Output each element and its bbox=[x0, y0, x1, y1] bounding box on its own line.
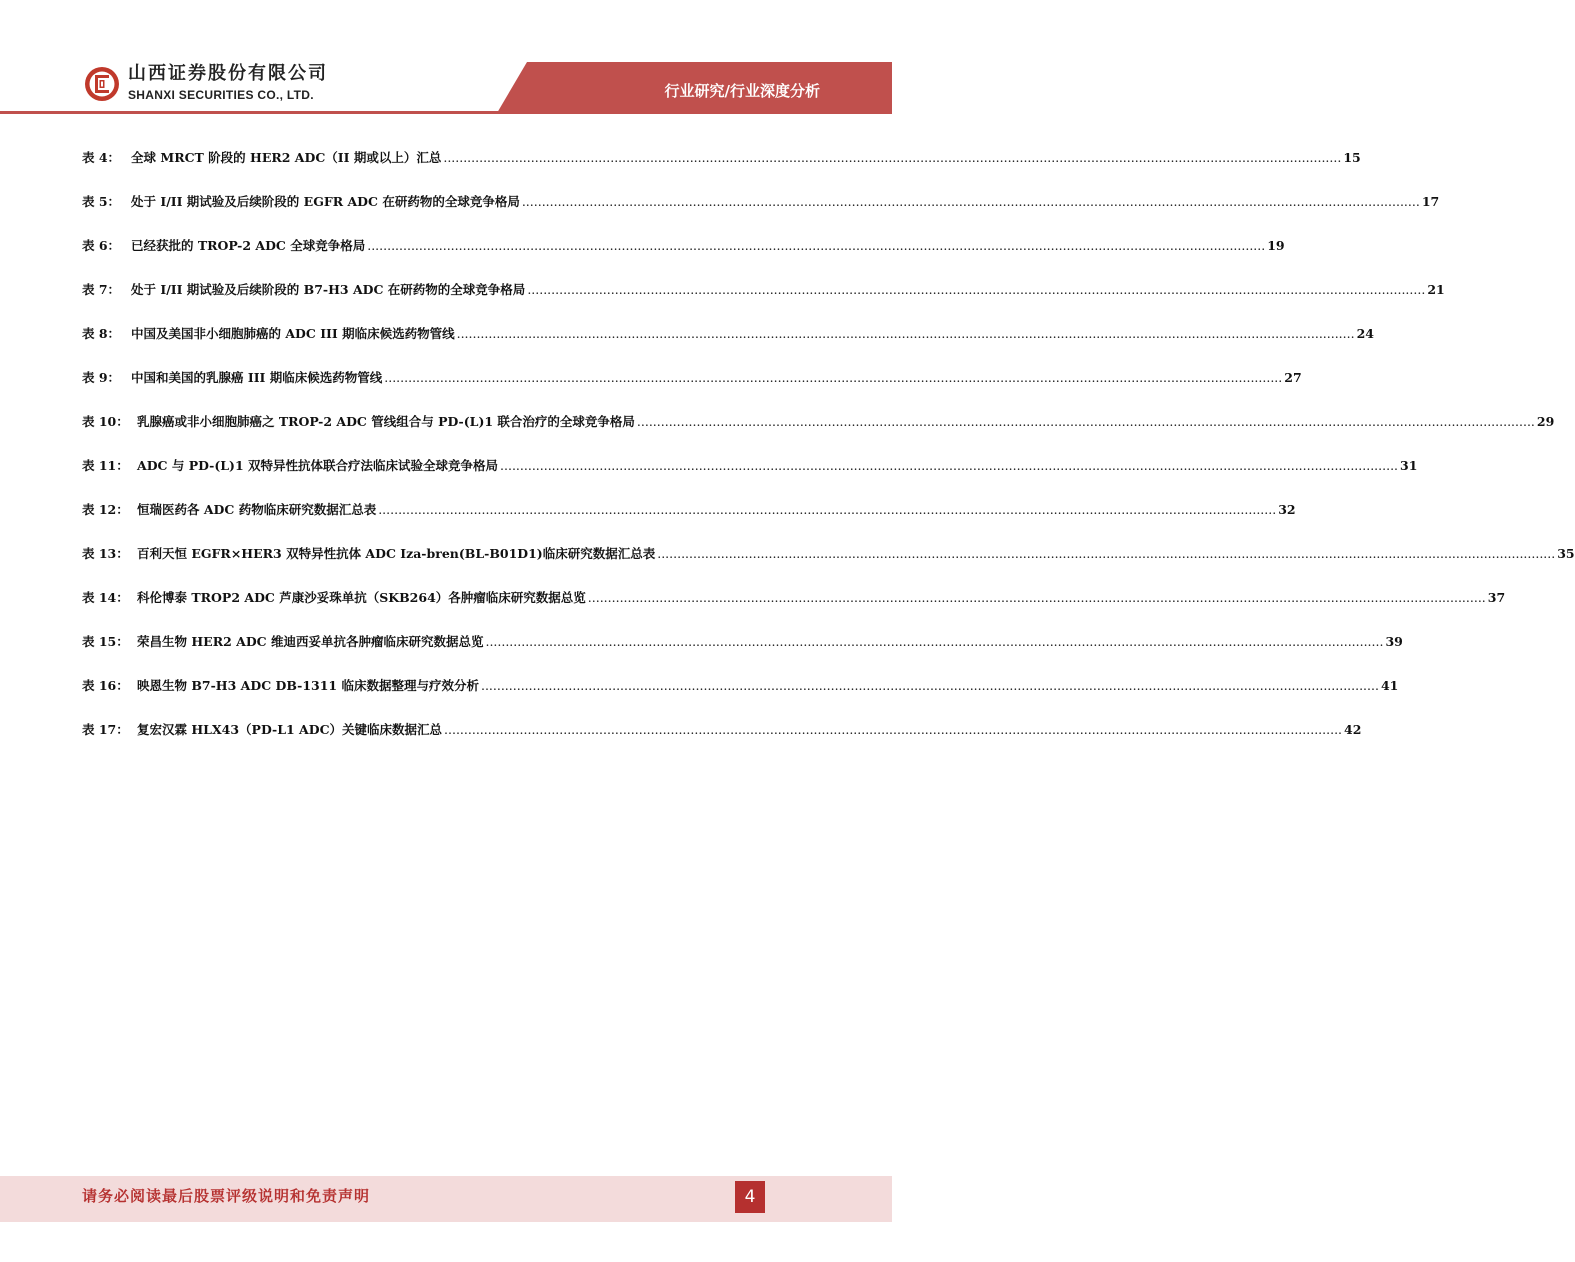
toc-entry-title: 中国和美国的乳腺癌 III 期临床候选药物管线 bbox=[131, 370, 383, 385]
toc-entry-title: 荣昌生物 HER2 ADC 维迪西妥单抗各肿瘤临床研究数据总览 bbox=[137, 634, 484, 649]
toc-entry[interactable] bbox=[82, 412, 1555, 456]
toc-entry-page: 27 bbox=[1284, 370, 1302, 385]
toc-dot-leader bbox=[522, 194, 1420, 209]
toc-entry-label: 表 16： bbox=[82, 678, 129, 693]
toc-entry-title: 中国及美国非小细胞肺癌的 ADC III 期临床候选药物管线 bbox=[131, 326, 455, 341]
toc-dot-leader bbox=[457, 326, 1355, 341]
toc-entry-label: 表 6： bbox=[82, 238, 121, 253]
toc-dot-leader bbox=[500, 458, 1398, 473]
toc-entry-title: 处于 I/II 期试验及后续阶段的 B7-H3 ADC 在研药物的全球竞争格局 bbox=[131, 282, 526, 297]
toc-entry[interactable] bbox=[82, 236, 1285, 280]
toc-entry-page: 29 bbox=[1536, 414, 1555, 429]
toc-entry-label: 表 12： bbox=[82, 502, 129, 517]
toc-entry-label: 表 10： bbox=[82, 414, 129, 429]
toc-entry-title: 已经获批的 TROP-2 ADC 全球竞争格局 bbox=[131, 238, 366, 253]
toc-entry-page: 31 bbox=[1400, 458, 1418, 473]
toc-entry-label: 表 5： bbox=[82, 194, 121, 209]
page-header bbox=[0, 0, 892, 118]
toc-entry-label: 表 9： bbox=[82, 370, 121, 385]
toc-entry-page: 41 bbox=[1380, 678, 1399, 693]
toc-entry-label: 表 8： bbox=[82, 326, 121, 341]
company-name bbox=[128, 64, 328, 103]
shanxi-securities-logo-icon bbox=[84, 66, 120, 102]
toc-entry-label: 表 15： bbox=[82, 634, 129, 649]
toc-entry-title: ADC 与 PD-(L)1 双特异性抗体联合疗法临床试验全球竞争格局 bbox=[137, 458, 499, 473]
toc-entry[interactable] bbox=[82, 544, 1575, 588]
toc-entry-page: 19 bbox=[1267, 238, 1285, 253]
toc-entry-label: 表 11： bbox=[82, 458, 129, 473]
toc-entry-title: 处于 I/II 期试验及后续阶段的 EGFR ADC 在研药物的全球竞争格局 bbox=[131, 194, 520, 209]
toc-entry-label: 表 7： bbox=[82, 282, 121, 297]
toc-entry[interactable] bbox=[82, 588, 1506, 632]
toc-entry[interactable] bbox=[82, 500, 1296, 544]
toc-dot-leader bbox=[657, 546, 1555, 561]
toc-entry-title: 恒瑞医药各 ADC 药物临床研究数据汇总表 bbox=[137, 502, 377, 517]
toc-entry-label: 表 4： bbox=[82, 150, 121, 165]
toc-dot-leader bbox=[527, 282, 1425, 297]
page-number: 4 bbox=[735, 1181, 765, 1213]
toc-entry-label: 表 17： bbox=[82, 722, 129, 737]
toc-entry[interactable] bbox=[82, 192, 1440, 236]
toc-dot-leader bbox=[481, 678, 1379, 693]
toc-dot-leader bbox=[485, 634, 1383, 649]
report-type-label: 行业研究/行业深度分析 bbox=[664, 82, 820, 100]
toc-entry[interactable] bbox=[82, 676, 1399, 720]
toc-entry-label: 表 13： bbox=[82, 546, 129, 561]
toc-dot-leader bbox=[444, 722, 1342, 737]
toc-entry-page: 32 bbox=[1278, 502, 1296, 517]
toc-entry[interactable] bbox=[82, 368, 1302, 412]
toc-entry-label: 表 14： bbox=[82, 590, 129, 605]
company-name-en: SHANXI SECURITIES CO., LTD. bbox=[128, 88, 314, 102]
toc-entry[interactable] bbox=[82, 456, 1418, 500]
toc-dot-leader bbox=[384, 370, 1282, 385]
toc-entry[interactable] bbox=[82, 324, 1374, 368]
toc-entry-title: 科伦博泰 TROP2 ADC 芦康沙妥珠单抗（SKB264）各肿瘤临床研究数据总览 bbox=[137, 590, 586, 605]
toc-entry-title: 百利天恒 EGFR×HER3 双特异性抗体 ADC Iza-bren(BL-B01D1)临床研究数据汇总表 bbox=[137, 546, 656, 561]
toc-entry-title: 映恩生物 B7-H3 ADC DB-1311 临床数据整理与疗效分析 bbox=[137, 678, 479, 693]
table-of-tables bbox=[82, 148, 1575, 764]
toc-dot-leader bbox=[367, 238, 1265, 253]
toc-dot-leader bbox=[637, 414, 1535, 429]
toc-dot-leader bbox=[443, 150, 1341, 165]
toc-entry-page: 42 bbox=[1344, 722, 1362, 737]
toc-entry-page: 39 bbox=[1385, 634, 1403, 649]
toc-entry-page: 37 bbox=[1487, 590, 1506, 605]
toc-entry[interactable] bbox=[82, 148, 1361, 192]
toc-entry-page: 35 bbox=[1557, 546, 1575, 561]
toc-entry-page: 17 bbox=[1421, 194, 1440, 209]
disclaimer-text: 请务必阅读最后股票评级说明和免责声明 bbox=[82, 1187, 371, 1205]
toc-entry-page: 21 bbox=[1427, 282, 1445, 297]
toc-entry-title: 乳腺癌或非小细胞肺癌之 TROP-2 ADC 管线组合与 PD-(L)1 联合治疗的全球竞争格局 bbox=[137, 414, 635, 429]
toc-dot-leader bbox=[378, 502, 1276, 517]
toc-dot-leader bbox=[588, 590, 1486, 605]
toc-entry[interactable] bbox=[82, 280, 1445, 324]
toc-entry-page: 24 bbox=[1356, 326, 1374, 341]
toc-entry-page: 15 bbox=[1343, 150, 1361, 165]
toc-entry[interactable] bbox=[82, 720, 1362, 764]
toc-entry-title: 复宏汉霖 HLX43（PD-L1 ADC）关键临床数据汇总 bbox=[137, 722, 443, 737]
toc-entry[interactable] bbox=[82, 632, 1403, 676]
toc-entry-title: 全球 MRCT 阶段的 HER2 ADC（II 期或以上）汇总 bbox=[131, 150, 442, 165]
company-name-cn: 山西证券股份有限公司 bbox=[128, 63, 328, 84]
